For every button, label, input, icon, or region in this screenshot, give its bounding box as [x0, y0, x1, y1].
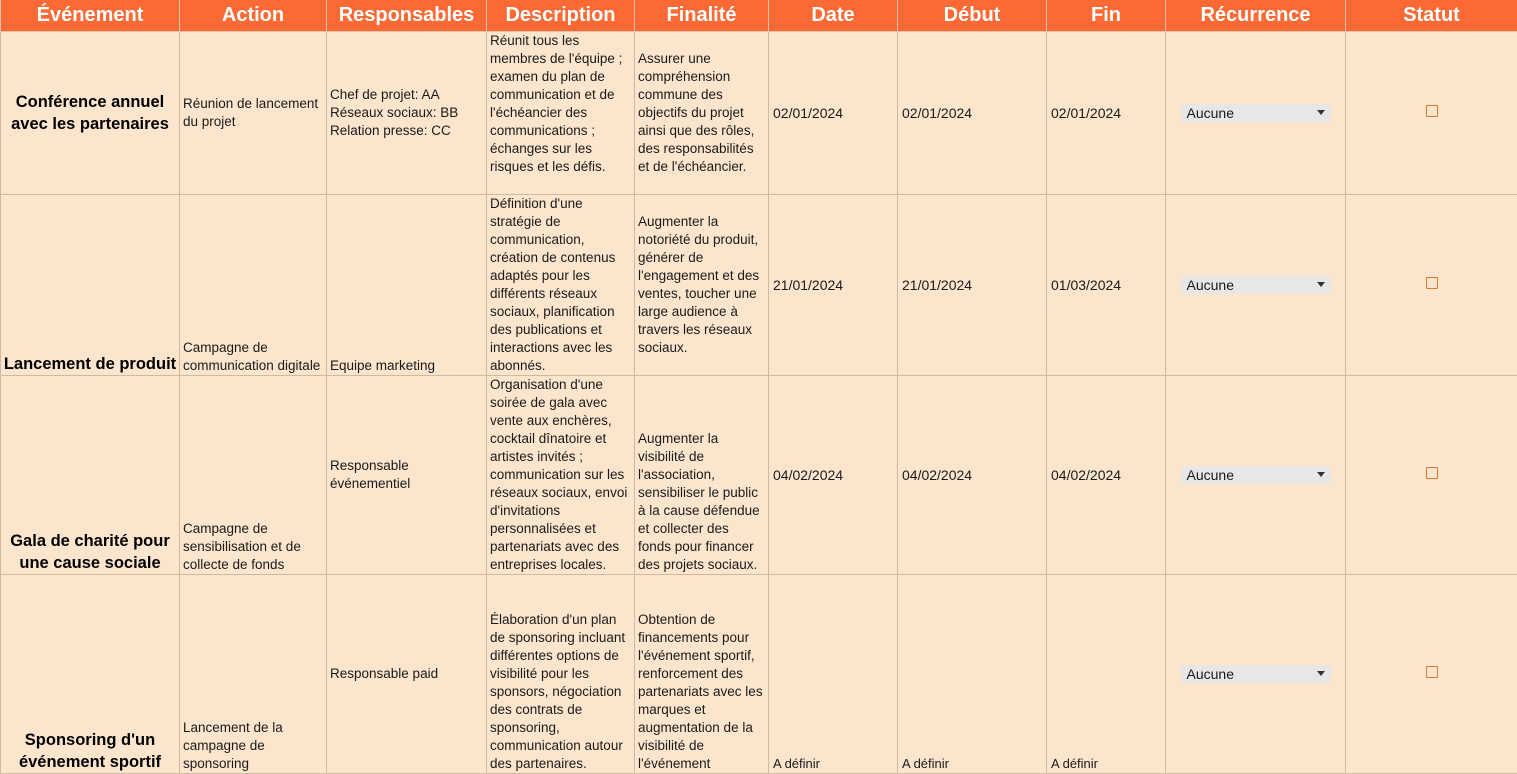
status-cell	[1346, 575, 1517, 774]
date-cell[interactable]: 04/02/2024	[769, 376, 898, 575]
status-checkbox[interactable]	[1426, 666, 1438, 678]
description-cell[interactable]: Définition d'une stratégie de communication, création de contenus adaptés pour les différents réseaux sociaux, planification des publications et interactions avec les abonnés.	[487, 195, 635, 376]
finalite-cell[interactable]: Augmenter la visibilité de l'association, sensibiliser le public à la cause défendue et collecter des fonds pour financer des projets sociaux.	[635, 376, 769, 575]
table-row	[1, 32, 1517, 195]
caret-down-icon	[1317, 282, 1325, 287]
event-cell[interactable]: Gala de charité pour une cause sociale	[1, 376, 180, 575]
recurrence-value: Aucune	[1186, 466, 1234, 483]
description-cell[interactable]: Réunit tous les membres de l'équipe ; examen du plan de communication et de l'échéancier des communications ; échanges sur les risques et les défis.	[487, 32, 635, 195]
header-row	[1, 0, 1517, 32]
recurrence-value: Aucune	[1186, 104, 1234, 121]
event-cell[interactable]: Sponsoring d'un événement sportif	[1, 575, 180, 774]
action-cell[interactable]: Campagne de communication digitale	[180, 195, 327, 376]
date-cell[interactable]: A définir	[769, 575, 898, 774]
fin-cell[interactable]: 01/03/2024	[1047, 195, 1166, 376]
debut-cell[interactable]: 04/02/2024	[898, 376, 1047, 575]
header-fin[interactable]: Fin	[1047, 0, 1166, 32]
status-cell	[1346, 32, 1517, 195]
event-cell[interactable]: Lancement de produit	[1, 195, 180, 376]
status-cell	[1346, 195, 1517, 376]
status-cell	[1346, 376, 1517, 575]
recurrence-cell	[1166, 32, 1346, 195]
header-responsables[interactable]: Responsables	[327, 0, 487, 32]
debut-cell[interactable]: A définir	[898, 575, 1047, 774]
description-cell[interactable]: Élaboration d'un plan de sponsoring incluant différentes options de visibilité pour les sponsors, négociation des contrats de sponsoring, communication autour des partenaires.	[487, 575, 635, 774]
header-statut[interactable]: Statut	[1346, 0, 1517, 32]
debut-cell[interactable]: 02/01/2024	[898, 32, 1047, 195]
date-cell[interactable]: 21/01/2024	[769, 195, 898, 376]
header-action[interactable]: Action	[180, 0, 327, 32]
recurrence-dropdown[interactable]	[1181, 104, 1331, 122]
table-row	[1, 575, 1517, 774]
caret-down-icon	[1317, 110, 1325, 115]
responsables-cell[interactable]: Equipe marketing	[327, 195, 487, 376]
status-checkbox[interactable]	[1426, 467, 1438, 479]
caret-down-icon	[1317, 472, 1325, 477]
action-cell[interactable]: Lancement de la campagne de sponsoring	[180, 575, 327, 774]
finalite-cell[interactable]: Obtention de financements pour l'événement sportif, renforcement des partenariats avec les marques et augmentation de la visibilité de l'événement	[635, 575, 769, 774]
header-date[interactable]: Date	[769, 0, 898, 32]
finalite-cell[interactable]: Assurer une compréhension commune des objectifs du projet ainsi que des rôles, des responsabilités et de l'échéancier.	[635, 32, 769, 195]
responsables-cell[interactable]: Chef de projet: AA Réseaux sociaux: BB Relation presse: CC	[327, 32, 487, 195]
fin-cell[interactable]: 04/02/2024	[1047, 376, 1166, 575]
recurrence-dropdown[interactable]	[1181, 276, 1331, 294]
status-checkbox[interactable]	[1426, 277, 1438, 289]
action-cell[interactable]: Campagne de sensibilisation et de collecte de fonds	[180, 376, 327, 575]
event-cell[interactable]: Conférence annuel avec les partenaires	[1, 32, 180, 195]
fin-cell[interactable]: 02/01/2024	[1047, 32, 1166, 195]
action-cell[interactable]: Réunion de lancement du projet	[180, 32, 327, 195]
description-cell[interactable]: Organisation d'une soirée de gala avec vente aux enchères, cocktail dînatoire et artistes invités ; communication sur les réseaux sociaux, envoi d'invitations personnalisées et partenariats avec des entreprises locales.	[487, 376, 635, 575]
header-description[interactable]: Description	[487, 0, 635, 32]
debut-cell[interactable]: 21/01/2024	[898, 195, 1047, 376]
recurrence-cell	[1166, 376, 1346, 575]
recurrence-cell	[1166, 195, 1346, 376]
caret-down-icon	[1317, 671, 1325, 676]
status-checkbox[interactable]	[1426, 105, 1438, 117]
responsables-cell[interactable]: Responsable paid	[327, 575, 487, 774]
header-debut[interactable]: Début	[898, 0, 1047, 32]
header-finalite[interactable]: Finalité	[635, 0, 769, 32]
date-cell[interactable]: 02/01/2024	[769, 32, 898, 195]
finalite-cell[interactable]: Augmenter la notoriété du produit, générer de l'engagement et des ventes, toucher une large audience à travers les réseaux sociaux.	[635, 195, 769, 376]
fin-cell[interactable]: A définir	[1047, 575, 1166, 774]
recurrence-value: Aucune	[1186, 665, 1234, 682]
recurrence-value: Aucune	[1186, 276, 1234, 293]
header-evenement[interactable]: Événement	[1, 0, 180, 32]
table-row	[1, 376, 1517, 575]
recurrence-dropdown[interactable]	[1181, 665, 1331, 683]
recurrence-cell	[1166, 575, 1346, 774]
header-recurrence[interactable]: Récurrence	[1166, 0, 1346, 32]
responsables-cell[interactable]: Responsable événementiel	[327, 376, 487, 575]
table-row	[1, 195, 1517, 376]
recurrence-dropdown[interactable]	[1181, 466, 1331, 484]
